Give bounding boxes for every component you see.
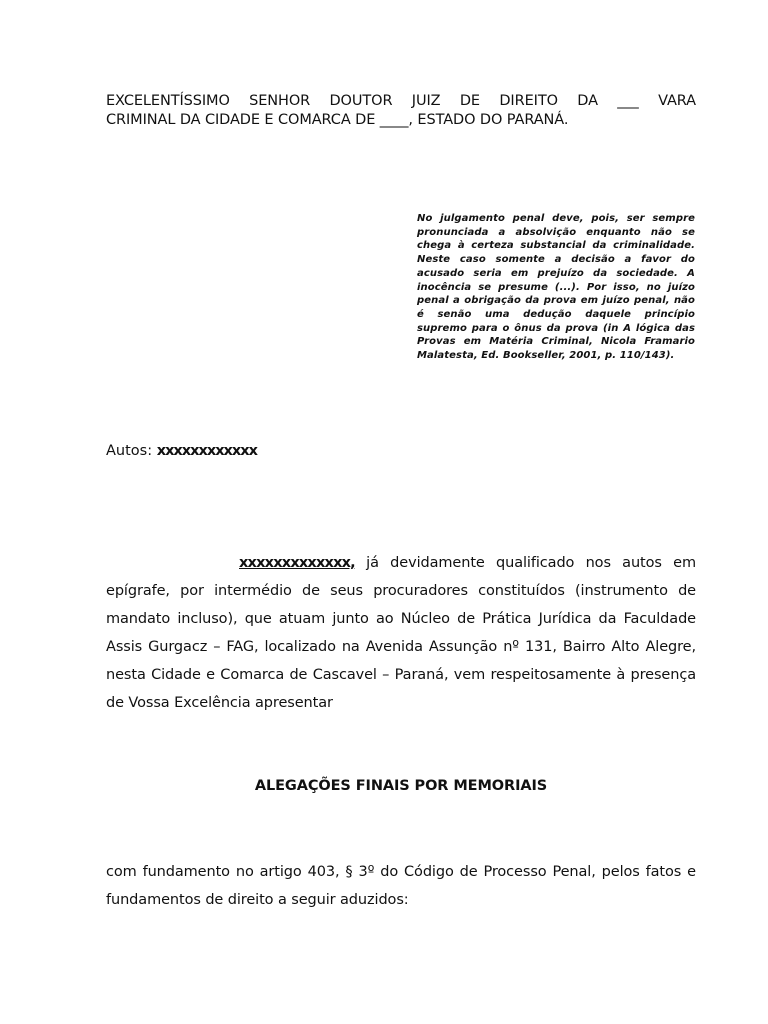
- case-number: [106, 441, 257, 461]
- document-title: ALEGAÇÕES FINAIS POR MEMORIAIS: [254, 778, 548, 794]
- addressee-heading-line-1: EXCELENTÍSSIMO SENHOR DOUTOR JUIZ DE DIREITO DA ___ VARA: [106, 93, 696, 109]
- addressee-heading: [106, 92, 696, 130]
- party-name: xxxxxxxxxxxxx,: [239, 555, 355, 571]
- case-number-label: Autos:: [106, 443, 153, 459]
- closing-paragraph: com fundamento no artigo 403, § 3º do Código de Processo Penal, pelos fatos e fundamentos de direito a seguir aduzidos:: [106, 864, 696, 908]
- epigraph-quote: No julgamento penal deve, pois, ser sempre pronunciada a absolvição enquanto não se chega à certeza substancial da criminalidade. Neste caso somente a decisão a favor do acusado seria em prejuízo da sociedade. A inocência se presume (...). Por isso, no juízo penal a obrigação da prova em juízo penal, não é senão uma dedução daquele princípio supremo para o ônus da prova (in A lógica das Provas em Matéria Criminal, Nicola Framario Malatesta, Ed. Bookseller, 2001, p. 110/143).: [417, 213, 695, 362]
- addressee-heading-line-2: CRIMINAL DA CIDADE E COMARCA DE ____, ESTADO DO PARANÁ.: [106, 112, 569, 128]
- intro-paragraph: [106, 549, 696, 717]
- case-number-value: xxxxxxxxxxxx: [156, 443, 257, 459]
- intro-text: já devidamente qualificado nos autos em epígrafe, por intermédio de seus procuradores constituídos (instrumento de mandato incluso), que atuam junto ao Núcleo de Prática Jurídica da Faculdade Assis Gurgacz – FAG, localizado na Avenida Assunção nº 131, Bairro Alto Alegre, nesta Cidade e Comarca de Cascavel – Paraná, vem respeitosamente à presença de Vossa Excelência apresentar: [106, 555, 696, 711]
